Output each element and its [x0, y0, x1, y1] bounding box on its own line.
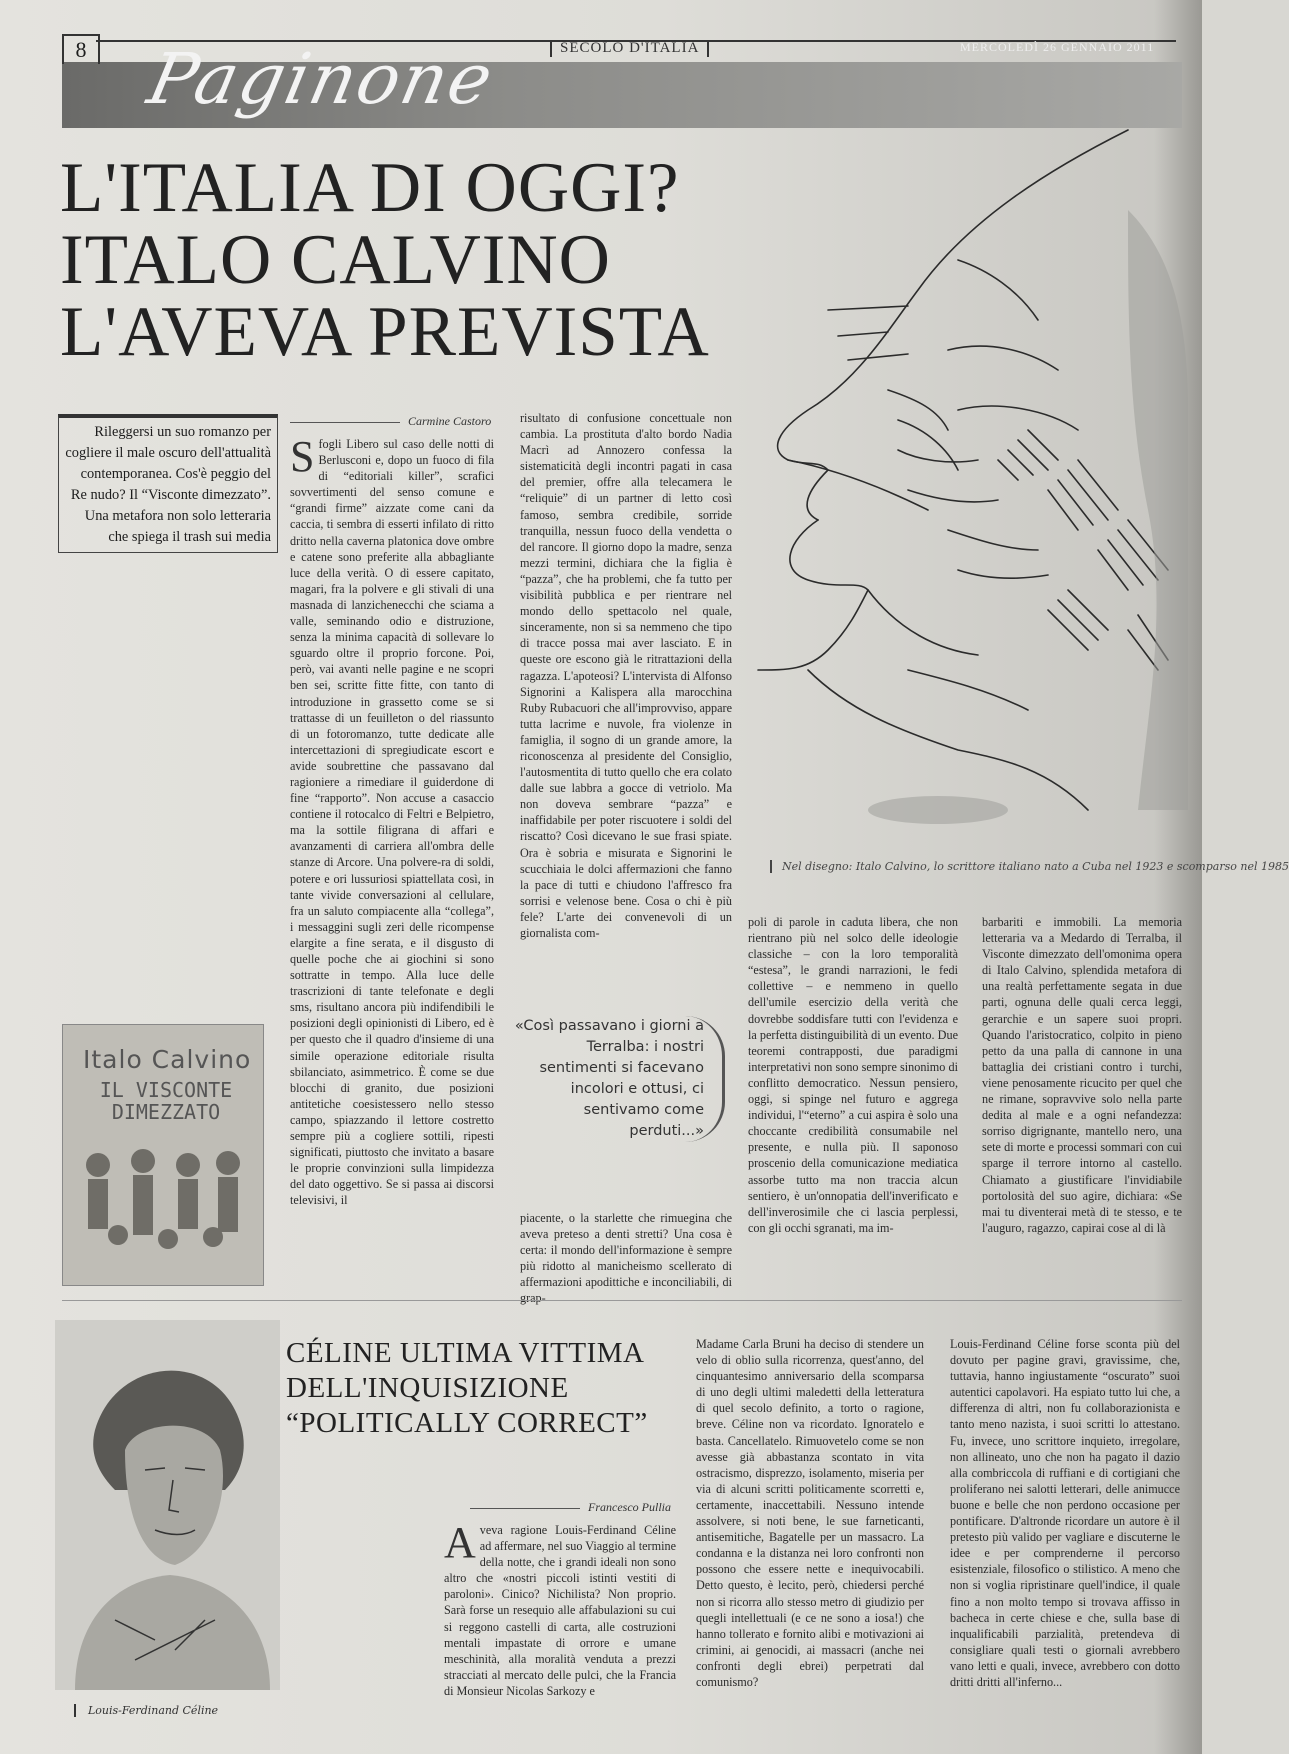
article2-byline: Francesco Pullia [470, 1500, 671, 1515]
article2-column-3 [950, 1336, 1180, 1732]
book-cover-figures [73, 1135, 253, 1275]
book-author: Italo Calvino [83, 1045, 252, 1074]
article2-column-2 [696, 1336, 924, 1732]
column-text: Madame Carla Bruni ha deciso di stendere un velo di oblio sulla ricorrenza, quest'anno, del cinquantesimo anniversario della scomparsa di uno degli ultimi maledetti della letteratura di quel secolo definito, a torto o ragione, breve. Céline non va ricordato. Ignoratelo e basta. Cancellatelo. Rimuovetelo come se non avesse già abbastanza scontato in vita ostracismo, disprezzo, isolamento, miseria per via di alcuni scritti politicamente scorretti e, certamente, inaccettabili. Nessuno intende assolvere, si noti bene, le sue farneticanti, antisemitiche, Bagatelle per un massacro. La condanna e la distanza nei loro confronti non possono che essere nette e inequivocabili. Detto questo, è lecito, però, chiedersi perché non si ricorra allo stesso metro di giudizio per quegli intellettuali (e ce ne sono a iosa!) che hanno tollerato e fornito alibi e motivazioni ai crimini, ai genocidi, ai massacri (anche nei confronti degli ebrei) perpetrati dal comunismo? [696, 1337, 924, 1689]
article-column-4 [982, 914, 1182, 1276]
column-text: piacente, o la starlette che rimuegina che aveva preteso a denti stretti? Una cosa è certa: il mondo dell'informazione è sempre più ridotto al manicheismo scellerato di affermazioni apodittiche e inconciliabili, di grap- [520, 1211, 732, 1306]
headline-line-3: L'AVEVA PREVISTA [60, 293, 710, 371]
article-byline: Carmine Castoro [290, 414, 491, 429]
column-text: veva ragione Louis-Ferdinand Céline ad affermare, nel suo Viaggio al termine della notte, che i grandi ideali non sono altro che «nostri piccoli istinti vestiti di paroloni». Cinico? Nichilista? Non proprio. Sarà forse un resequio alle affabulazioni su cui si reggono castelli di carta, alle costruzioni mentali impastate di orrore e umane meschinità, alla moralità venduta a prezzi stracciati al mercato delle pulci, che la Francia di Monsieur Nicolas Sarkozy e [444, 1523, 676, 1698]
article-column-2-continued [520, 1210, 732, 1306]
issue-date: MERCOLEDÌ 26 GENNAIO 2011 [960, 40, 1155, 54]
paper-name: SECOLO D'ITALIA [550, 40, 709, 57]
pull-quote: «Così passavano i giorni a Terralba: i nostri sentimenti si facevano incolori e ottusi, ci sentivamo come perduti...» [514, 1016, 725, 1142]
drop-cap: S [290, 432, 315, 481]
section-title: Paginone [141, 38, 502, 120]
main-headline [60, 149, 760, 371]
headline-line-2: ITALO CALVINO [60, 221, 611, 299]
portrait-caption: Louis-Ferdinand Céline [74, 1704, 218, 1717]
article-column-1 [290, 432, 494, 1276]
column-text: barbariti e immobili. La memoria letteraria va a Medardo di Terralba, il Visconte dimezzato dell'omonima opera di Italo Calvino, splendida metafora di una realtà perfettamente segata in due parti, ognuna delle quali cerca leggi, gerarchie e un sapere suoi propri. Quando l'aristocratico, colpito in pieno petto da una palla di cannone in una battaglia dei cristiani contro i turchi, viene penosamente ricucito per quel che ne rimane, sopravvive solo nella parte dedita al male e a ogni nefandezza: sorriso digrignante, mantello nero, una sete di morte e processi sommari con cui sparge il terrore intorno al castello. Chiamato a giustificare l'invidiabile portolosità del suo agire, dichiara: «Se mai tu diventerai metà di te stesso, e te l'auguro, ragazzo, capirai cose al di là [982, 915, 1182, 1235]
page-number: 8 [62, 34, 100, 64]
column-text: fogli Libero sul caso delle notti di Berlusconi e, dopo un fuoco di fila di “editoriali killer”, scrafici sovvertimenti del senso comune e “grandi firme” aizzate come cani da caccia, ti sembra di esserti infilato di ritto dritto nella caverna platonica dove ombre e catene sono preferite alla abbagliante luce della verità. O di essere capitato, magari, fra la polvere e gli stivali di una masnada di lanzichenecchi che sciama a valle, seminando odio e distruzione, senza la minima capacità di sollevare lo sguardo oltre il proprio forcone. Poi, però, vai avanti nelle pagine e ne scopri ben sei, scritte fitte fitte, con tanto di introduzione in grassetto come se si trattasse di un feuilleton o del riassunto di un fotoromanzo, tutte dedicate alle intercettazioni di spregiudicate escort e avide soubrettine che passavano dal ragioniere a rimediare il guiderdone di fine “rapporto”. Non accuse a casaccio contiene il rotocalco di Feltri e Belpietro, ma la sottile filigrana di affari e avanzamenti di carriera all'ombra delle stanze di Arcore. Una polvere-ra di soldi, potere e ori lussuriosi spiattellata così, in tante vivide conversazioni al cellulare, fra un saluto compiacente alla “collega”, i messaggini sugli zeri delle ricompense elargite a fine serata, e il disgusto di quelle poche che ai giochini si sono sottratte in tempo. Alla luce delle trascrizioni di tante telefonate e degli sms, risultano ancora più indifendibili le posizioni degli opinionisti di Libero, ed è per questo che il quadro d'insieme di una simile operazione editoriale risulta sbilanciato, asimmetrico. È come se due blocchi di granito, due posizioni antitetiche coesistessero nello stesso campo, spiazzando il lettore costretto sempre più a cogliere sottili, ripesti significati, piuttosto che invitato a basare le proprie convinzioni sulla limpidezza del dato oggettivo. Se si passa ai discorsi televisivi, il [290, 437, 494, 1208]
celine-portrait-illustration [55, 1320, 280, 1690]
article-summary: Rileggersi un suo romanzo per cogliere il male oscuro dell'attualità contemporanea. Cos'è peggio del Re nudo? Il “Visconte dimezzato”. Una metafora non solo letteraria che spiega il trash sui media [58, 414, 278, 553]
article2-column-1 [444, 1518, 676, 1732]
book-cover-image [62, 1024, 264, 1286]
second-headline [286, 1336, 686, 1441]
headline2-line-3: “POLITICALLY CORRECT” [286, 1407, 648, 1439]
article-separator [62, 1300, 1182, 1301]
column-text: risultato di confusione concettuale non cambia. La prostituta d'alto bordo Nadia Macrì ad Annozero confessa la sistematicità degli incontri pagati in casa del premier, offre alla telecamera le “reliquie” di un partner di letto così famoso, sembra credibile, sorride tranquilla, nessun fuoco della vendetta o del rancore. Il giorno dopo la madre, senza mezzi termini, dichiara che la figlia è “pazza”, che ha problemi, che fa tutto per visibilità pubblica e per rientrare nel mondo dello spettacolo nel quale, sinceramente, non si sa nemmeno che tipo di tracce possa mai aver lasciato. E in queste ore escono già le ritrattazioni della ragazza. L'apoteosi? L'intervista di Alfonso Signorini a Kalispera alla marocchina Ruby Rubacuori che all'improvviso, appare tutta lacrime e nuvole, fra violenze in famiglia, il sogno di un grande amore, la riconoscenza al presidente del Consiglio, l'autosmentita di tutto quello che era colato dalle sue labbra a gocce di vetriolo. Ma non doveva sembrare “pazza” e inaffidabile per poter riscuotere i soldi del riscatto? Così dicevano le sue frasi spiate. Ora è sobria e misurata e Signorini le scucchiaia le dolci affermazioni che fanno la pace di tutti e chiudono l'affresco fra sorrisi e velenose bene. Cosa o chi è più fele? L'arte dei convenevoli di un giornalista com- [520, 411, 732, 940]
article-column-2 [520, 410, 732, 990]
calvino-sketch-illustration [748, 110, 1188, 850]
headline2-line-2: DELL'INQUISIZIONE [286, 1372, 569, 1404]
article-column-3 [748, 914, 958, 1276]
column-text: Louis-Ferdinand Céline forse sconta più del dovuto per pagine gravi, gravissime, che, tuttavia, hanno ingiustamente “oscurato” suoi autentici capolavori. Ha espiato tutto lui che, a differenza di altri, non fu collaborazionista e tanto meno nazista, i suoi scritti lo attestano. Fu, invece, uno scrittore inquieto, irregolare, non allineato, uno che non ha pagato il dazio alla combriccola di ruffiani e di cortigiani che proliferano nei salotti letterari, delle animucce buone e belle che non perdono occasione per pontificare. D'altronde ricordare un autore è il pretesto più valido per vagliare e discuterne le idee e per comprenderne il percorso esistenziale, filosofico o stilistico. A meno che non si voglia ripristinare quell'indice, il quale fino a non molto tempo si trovava affisso in bacheca in certe chiese e che, sulla base di inqualificabili parzialità, pretendeva di consigliare quali testi o giornali avrebbero vano letti e quali, invece, avrebbero con dotto dritti dritti all'inferno... [950, 1337, 1180, 1689]
drop-cap: A [444, 1518, 476, 1567]
column-text: poli di parole in caduta libera, che non rientrano più nel solco delle ideologie classiche – con la loro temporalità “estesa”, le grandi narrazioni, le fedi collettive – e nemmeno in quello dell'umile esercizio della verità che dovrebbe soddisfare tutti con l'evidenza e la perfetta distinguibilità di un evento. Due teoremi contrapposti, due paradigmi interpretativi non sono sempre sinonimo di conflitto democratico. Nessun pensiero, oggi, si spinge nel futuro e aggrega individui, l'“eterno” a cui aspira è solo una choccante credibilità consumabile nel presente, e nulla più. Il saponoso proscenio della comunicazione mediatica assorbe tutto ma non traccia alcun sentiero, è un'onnopatia dell'inverificato e dell'inverosimile che ci lascia perplessi, con gli occhi sgranati, ma im- [748, 915, 958, 1235]
book-title: IL VISCONTE DIMEZZATO [99, 1078, 233, 1124]
illustration-caption: Nel disegno: Italo Calvino, lo scrittore italiano nato a Cuba nel 1923 e scomparso nel 1985 [770, 860, 1202, 873]
headline-line-1: L'ITALIA DI OGGI? [60, 149, 680, 227]
headline2-line-1: CÉLINE ULTIMA VITTIMA [286, 1337, 645, 1369]
